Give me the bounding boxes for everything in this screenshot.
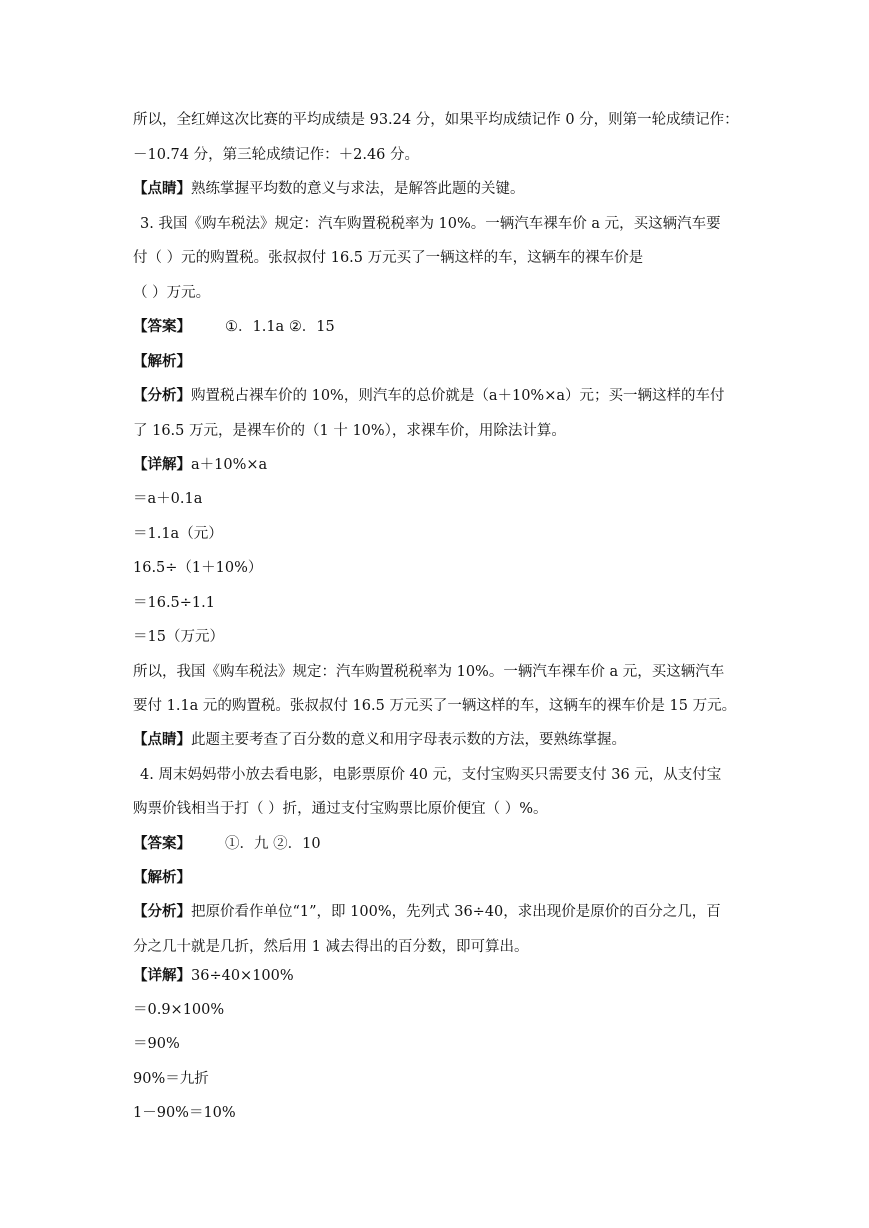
calc-line: ＝a＋0.1a bbox=[133, 491, 203, 507]
calc-text: 36÷40×100% bbox=[191, 968, 294, 984]
calc-line: ＝16.5÷1.1 bbox=[133, 595, 215, 611]
answer-text: ①．1.1a ②．15 bbox=[225, 319, 335, 335]
calc-text: a＋10%×a bbox=[191, 457, 268, 473]
fenxi-label: 【分析】 bbox=[133, 387, 191, 404]
dianjing-label: 【点睛】 bbox=[133, 180, 191, 197]
answer-line bbox=[133, 317, 335, 337]
question-line: 购票价钱相当于打（ ）折，通过支付宝购票比原价便宜（ ）%。 bbox=[133, 801, 548, 817]
calc-line bbox=[133, 455, 267, 475]
question-line: （ ）万元。 bbox=[133, 285, 211, 301]
fenxi-text: 购置税占裸车价的 10%，则汽车的总价就是（a＋10%×a）元；买一辆这样的车付 bbox=[191, 388, 725, 404]
text-line: 所以，全红婵这次比赛的平均成绩是 93.24 分，如果平均成绩记作 0 分，则第一轮成绩记作： bbox=[133, 112, 739, 128]
dianjing-text: 此题主要考查了百分数的意义和用字母表示数的方法，要熟练掌握。 bbox=[191, 732, 626, 748]
xiangjie-label: 【详解】 bbox=[133, 967, 191, 984]
calc-line: 90%＝九折 bbox=[133, 1071, 209, 1087]
analysis-heading: 【解析】 bbox=[133, 869, 191, 886]
dianjing-text: 熟练掌握平均数的意义与求法，是解答此题的关键。 bbox=[191, 181, 525, 197]
calc-line: ＝1.1a（元） bbox=[133, 526, 223, 542]
calc-line: 16.5÷（1＋10%） bbox=[133, 560, 263, 576]
calc-line: ＝0.9×100% bbox=[133, 1002, 225, 1018]
text-line: 分之几十就是几折，然后用 1 减去得出的百分数，即可算出。 bbox=[133, 939, 529, 955]
text-line bbox=[133, 179, 525, 199]
question-line: 3. 我国《购车税法》规定：汽车购置税税率为 10%。一辆汽车裸车价 a 元，买这辆汽车要 bbox=[140, 216, 721, 232]
text-line: 要付 1.1a 元的购置税。张叔叔付 16.5 万元买了一辆这样的车，这辆车的裸车价是 15 万元。 bbox=[133, 698, 737, 714]
answer-label: 【答案】 bbox=[133, 318, 191, 335]
answer-line bbox=[133, 834, 321, 854]
text-line: 了 16.5 万元，是裸车价的（1 十 10%），求裸车价，用除法计算。 bbox=[133, 423, 566, 439]
dianjing-label: 【点睛】 bbox=[133, 731, 191, 748]
fenxi-text: 把原价看作单位“1”，即 100%，先列式 36÷40，求出现价是原价的百分之几，百 bbox=[191, 904, 721, 920]
calc-line bbox=[133, 966, 294, 986]
calc-line: 1－90%＝10% bbox=[133, 1105, 236, 1121]
question-line: 4. 周末妈妈带小放去看电影，电影票原价 40 元，支付宝购买只需要支付 36 元，从支付宝 bbox=[140, 767, 722, 783]
calc-line: ＝15（万元） bbox=[133, 629, 224, 645]
analysis-line bbox=[133, 902, 721, 922]
question-line: 付（ ）元的购置税。张叔叔付 16.5 万元买了一辆这样的车，这辆车的裸车价是 bbox=[133, 250, 644, 266]
fenxi-label: 【分析】 bbox=[133, 903, 191, 920]
text-line: －10.74 分，第三轮成绩记作：＋2.46 分。 bbox=[133, 147, 420, 163]
analysis-line bbox=[133, 386, 725, 406]
text-line bbox=[133, 730, 626, 750]
calc-line: ＝90% bbox=[133, 1036, 180, 1052]
answer-text: ①．九 ②．10 bbox=[225, 836, 321, 852]
analysis-heading: 【解析】 bbox=[133, 353, 191, 370]
text-line: 所以，我国《购车税法》规定：汽车购置税税率为 10%。一辆汽车裸车价 a 元，买这辆汽车 bbox=[133, 664, 725, 680]
xiangjie-label: 【详解】 bbox=[133, 456, 191, 473]
answer-label: 【答案】 bbox=[133, 835, 191, 852]
